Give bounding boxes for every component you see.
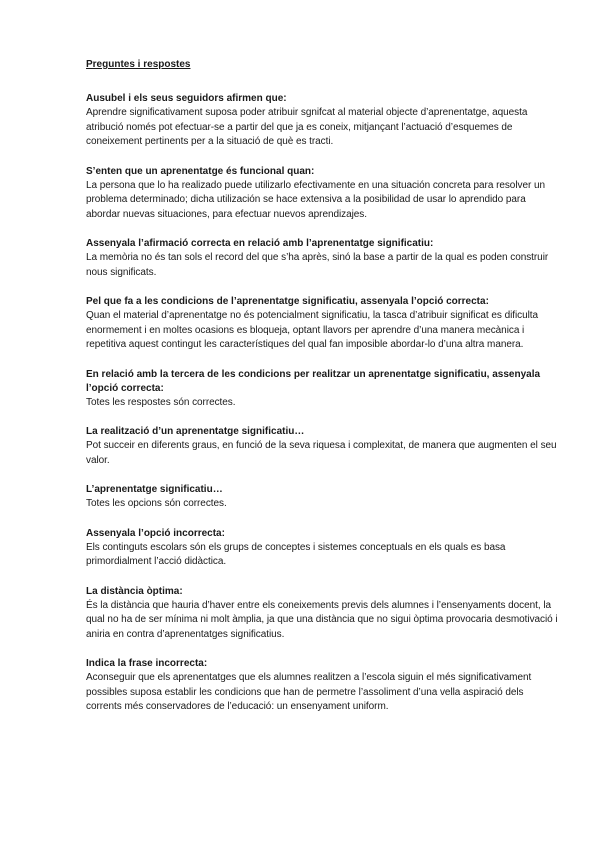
answer: La persona que lo ha realizado puede utilizarlo efectivamente en una situación concreta para resolver un problema determinado; dicha utilización se hace extensiva a la posibilidad de usar lo aprendido para abordar nuevas situaciones, para efectuar nuevos aprendizajes.: [86, 179, 545, 220]
answer: La memòria no és tan sols el record del que s’ha après, sinó la base a partir de la qual es poden construir nous significats.: [86, 252, 549, 278]
qa-item: [86, 425, 560, 468]
qa-item: [86, 295, 560, 353]
question: Indica la frase incorrecta:: [86, 658, 208, 669]
question: En relació amb la tercera de les condicions per realitzar un aprenentatge significatiu, assenyala l’opció correcta:: [86, 368, 541, 394]
question: Assenyala l’afirmació correcta en relació amb l’aprenentatge significatiu:: [86, 238, 434, 249]
question: Assenyala l’opció incorrecta:: [86, 527, 225, 539]
answer: Els continguts escolars són els grups de conceptes i sistemes conceptuals en els quals es basa primordialment l’acció didàctica.: [86, 541, 506, 567]
qa-item: [86, 657, 560, 715]
question: S’enten que un aprenentatge és funcional quan:: [86, 165, 315, 177]
answer: Pot succeir en diferents graus, en funció de la seva riquesa i complexitat, de manera que augmenten el seu valor.: [86, 440, 557, 466]
answer: Totes les opcions són correctes.: [86, 498, 227, 509]
qa-item: [86, 527, 560, 570]
page-title: Preguntes i respostes: [86, 59, 191, 70]
answer: Aconseguir que els aprenentatges que els alumnes realitzen a l’escola siguin el més significativament possibles suposa establir les condicions que han de permetre l’assoliment d’una vella aspiració dels corrents més conservadores de l’educació: un ensenyament uniform.: [86, 672, 532, 712]
qa-item: [86, 165, 560, 223]
qa-item: [86, 237, 560, 280]
qa-item: [86, 483, 560, 512]
answer: Quan el material d’aprenentatge no és potencialment significatiu, la tasca d’atribuir significat es dificulta enormement i en moltes ocasions es bloqueja, optant llavors per aprendre d’una manera mecànica i repetitiva aquest contingut les característiques del qual fan imposible abordar-lo d’una altra manera.: [86, 310, 539, 350]
qa-item: [86, 92, 560, 150]
question: Ausubel i els seus seguidors afirmen que:: [86, 93, 287, 104]
qa-item: [86, 585, 560, 643]
question: La realització d’un aprenentatge significatiu…: [86, 426, 305, 437]
question: La distància òptima:: [86, 585, 183, 597]
answer: Aprendre significativament suposa poder atribuir sgnifcat al material objecte d’aprenentatge, aquesta atribució només pot efectuar-se a partir del que ja es coneix, mitjançant l’actuació d’esquemes de coneixement pertinents per a la situació de què es tracti.: [86, 107, 528, 147]
answer: És la distància que hauria d’haver entre els coneixements previs dels alumnes i l’ensenyaments docent, la qual no ha de ser mínima ni molt àmplia, ja que una distància que no sigui òptima provocaria desmotivació i aniria en contra d’aprenentatges significatius.: [86, 599, 558, 640]
qa-item: [86, 368, 560, 411]
answer: Totes les respostes són correctes.: [86, 396, 236, 408]
question: L’aprenentatge significatiu…: [86, 484, 223, 495]
question: Pel que fa a les condicions de l’aprenentatge significatiu, assenyala l’opció correcta:: [86, 296, 489, 307]
